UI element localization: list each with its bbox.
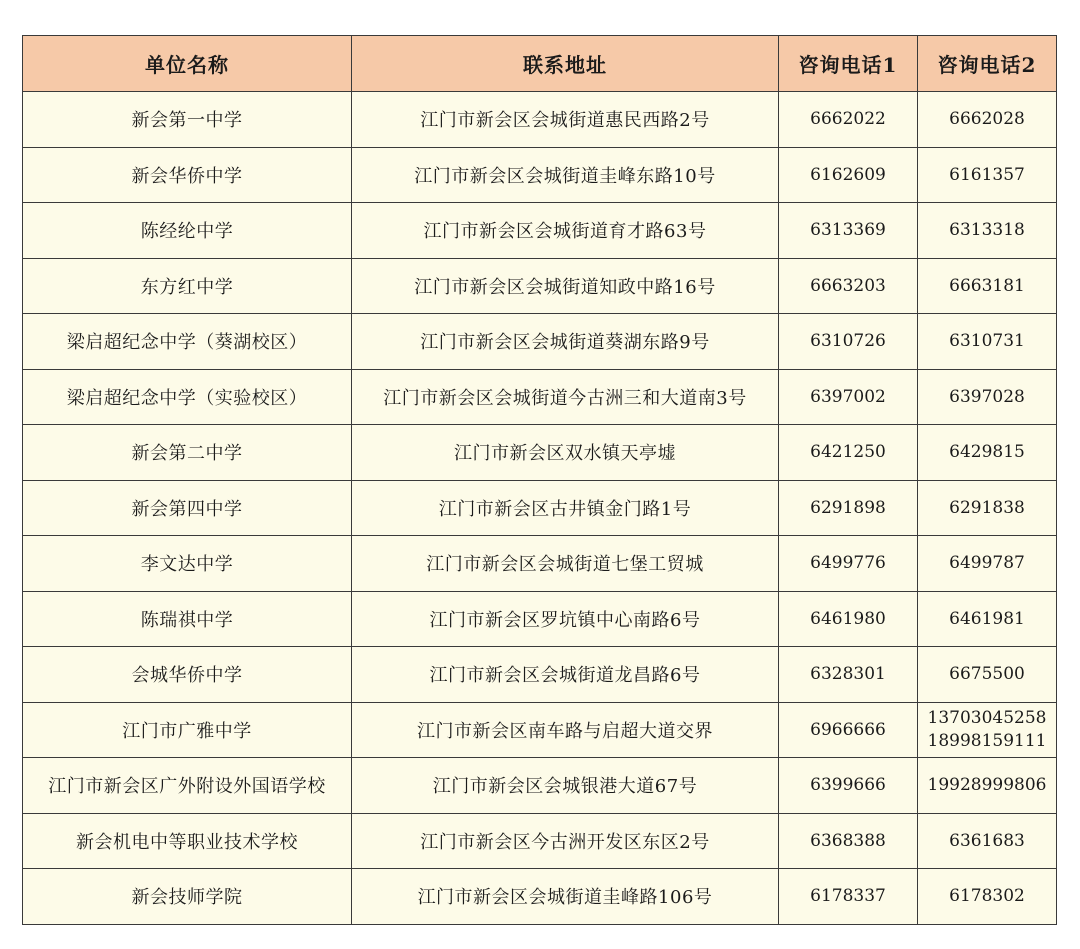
cell-unit-name: 新会华侨中学: [23, 147, 352, 203]
phone-2-number: 6499787: [949, 553, 1025, 574]
table-row: [23, 813, 1057, 869]
table-row: [23, 147, 1057, 203]
cell-address: 江门市新会区会城街道育才路63号: [352, 203, 779, 259]
header-unit-name: 单位名称: [23, 36, 352, 92]
table-row: [23, 647, 1057, 703]
cell-unit-name: 新会第一中学: [23, 92, 352, 148]
table-row: [23, 369, 1057, 425]
cell-unit-name: 陈瑞祺中学: [23, 591, 352, 647]
cell-phone-2: [918, 258, 1057, 314]
cell-address: 江门市新会区会城街道今古洲三和大道南3号: [352, 369, 779, 425]
cell-phone-2: [918, 869, 1057, 925]
table-row: [23, 869, 1057, 925]
table-row: [23, 591, 1057, 647]
cell-unit-name: 江门市新会区广外附设外国语学校: [23, 758, 352, 814]
table-row: [23, 425, 1057, 481]
cell-phone-1: 6662022: [779, 92, 918, 148]
cell-phone-2: [918, 758, 1057, 814]
phone-2-number: 6310731: [949, 331, 1025, 352]
header-phone-1: 咨询电话1: [779, 36, 918, 92]
phone-2-number: 6291838: [949, 497, 1025, 518]
cell-phone-2: [918, 147, 1057, 203]
cell-unit-name: 新会第二中学: [23, 425, 352, 481]
cell-phone-2: [918, 647, 1057, 703]
phone-2-number: 6178302: [949, 886, 1025, 907]
table-body: [23, 92, 1057, 925]
table-row: [23, 480, 1057, 536]
table-row: [23, 258, 1057, 314]
cell-unit-name: 李文达中学: [23, 536, 352, 592]
phone-2-number: 6662028: [949, 109, 1025, 130]
cell-phone-2: [918, 314, 1057, 370]
cell-unit-name: 新会机电中等职业技术学校: [23, 813, 352, 869]
cell-phone-1: 6663203: [779, 258, 918, 314]
cell-unit-name: 梁启超纪念中学（葵湖校区）: [23, 314, 352, 370]
cell-phone-1: 6291898: [779, 480, 918, 536]
header-row: [23, 36, 1057, 92]
table-row: [23, 536, 1057, 592]
cell-phone-1: 6178337: [779, 869, 918, 925]
cell-unit-name: 梁启超纪念中学（实验校区）: [23, 369, 352, 425]
cell-address: 江门市新会区南车路与启超大道交界: [352, 702, 779, 758]
phone-2-number: 6361683: [949, 830, 1025, 851]
header-phone-2: 咨询电话2: [918, 36, 1057, 92]
cell-phone-2: [918, 813, 1057, 869]
school-contact-table: [22, 35, 1057, 925]
cell-phone-2: [918, 591, 1057, 647]
cell-phone-1: 6399666: [779, 758, 918, 814]
cell-phone-1: 6368388: [779, 813, 918, 869]
cell-phone-1: 6328301: [779, 647, 918, 703]
phone-2-number: 13703045258: [927, 707, 1047, 728]
cell-phone-2: [918, 702, 1057, 758]
table-header: [23, 36, 1057, 92]
phone-2-number: 6397028: [949, 386, 1025, 407]
cell-address: 江门市新会区古井镇金门路1号: [352, 480, 779, 536]
cell-address: 江门市新会区会城银港大道67号: [352, 758, 779, 814]
phone-2-number: 18998159111: [927, 730, 1047, 751]
cell-phone-1: 6461980: [779, 591, 918, 647]
school-contact-table-container: [22, 35, 1056, 925]
phone-2-number: 6313318: [949, 220, 1025, 241]
cell-phone-2: [918, 425, 1057, 481]
cell-address: 江门市新会区今古洲开发区东区2号: [352, 813, 779, 869]
cell-address: 江门市新会区会城街道知政中路16号: [352, 258, 779, 314]
cell-phone-1: 6966666: [779, 702, 918, 758]
cell-phone-1: 6310726: [779, 314, 918, 370]
cell-phone-1: 6313369: [779, 203, 918, 259]
table-row: [23, 92, 1057, 148]
cell-phone-1: 6499776: [779, 536, 918, 592]
cell-unit-name: 江门市广雅中学: [23, 702, 352, 758]
cell-address: 江门市新会区会城街道圭峰东路10号: [352, 147, 779, 203]
phone-2-number: 6461981: [949, 608, 1025, 629]
table-row: [23, 702, 1057, 758]
cell-unit-name: 新会技师学院: [23, 869, 352, 925]
cell-address: 江门市新会区会城街道龙昌路6号: [352, 647, 779, 703]
cell-unit-name: 新会第四中学: [23, 480, 352, 536]
phone-2-number: 6675500: [949, 664, 1025, 685]
cell-phone-2: [918, 369, 1057, 425]
phone-2-number: 6429815: [949, 442, 1025, 463]
cell-phone-1: 6421250: [779, 425, 918, 481]
cell-phone-1: 6162609: [779, 147, 918, 203]
phone-2-number: 6663181: [949, 275, 1025, 296]
cell-phone-1: 6397002: [779, 369, 918, 425]
cell-unit-name: 会城华侨中学: [23, 647, 352, 703]
phone-2-number: 19928999806: [927, 775, 1047, 796]
cell-phone-2: [918, 480, 1057, 536]
cell-address: 江门市新会区会城街道圭峰路106号: [352, 869, 779, 925]
cell-address: 江门市新会区会城街道葵湖东路9号: [352, 314, 779, 370]
cell-phone-2: [918, 536, 1057, 592]
table-row: [23, 314, 1057, 370]
phone-2-number: 6161357: [949, 164, 1025, 185]
cell-address: 江门市新会区会城街道七堡工贸城: [352, 536, 779, 592]
table-row: [23, 203, 1057, 259]
header-address: 联系地址: [352, 36, 779, 92]
cell-unit-name: 东方红中学: [23, 258, 352, 314]
table-row: [23, 758, 1057, 814]
cell-address: 江门市新会区罗坑镇中心南路6号: [352, 591, 779, 647]
cell-address: 江门市新会区会城街道惠民西路2号: [352, 92, 779, 148]
cell-address: 江门市新会区双水镇天亭墟: [352, 425, 779, 481]
cell-phone-2: [918, 92, 1057, 148]
cell-phone-2: [918, 203, 1057, 259]
cell-unit-name: 陈经纶中学: [23, 203, 352, 259]
